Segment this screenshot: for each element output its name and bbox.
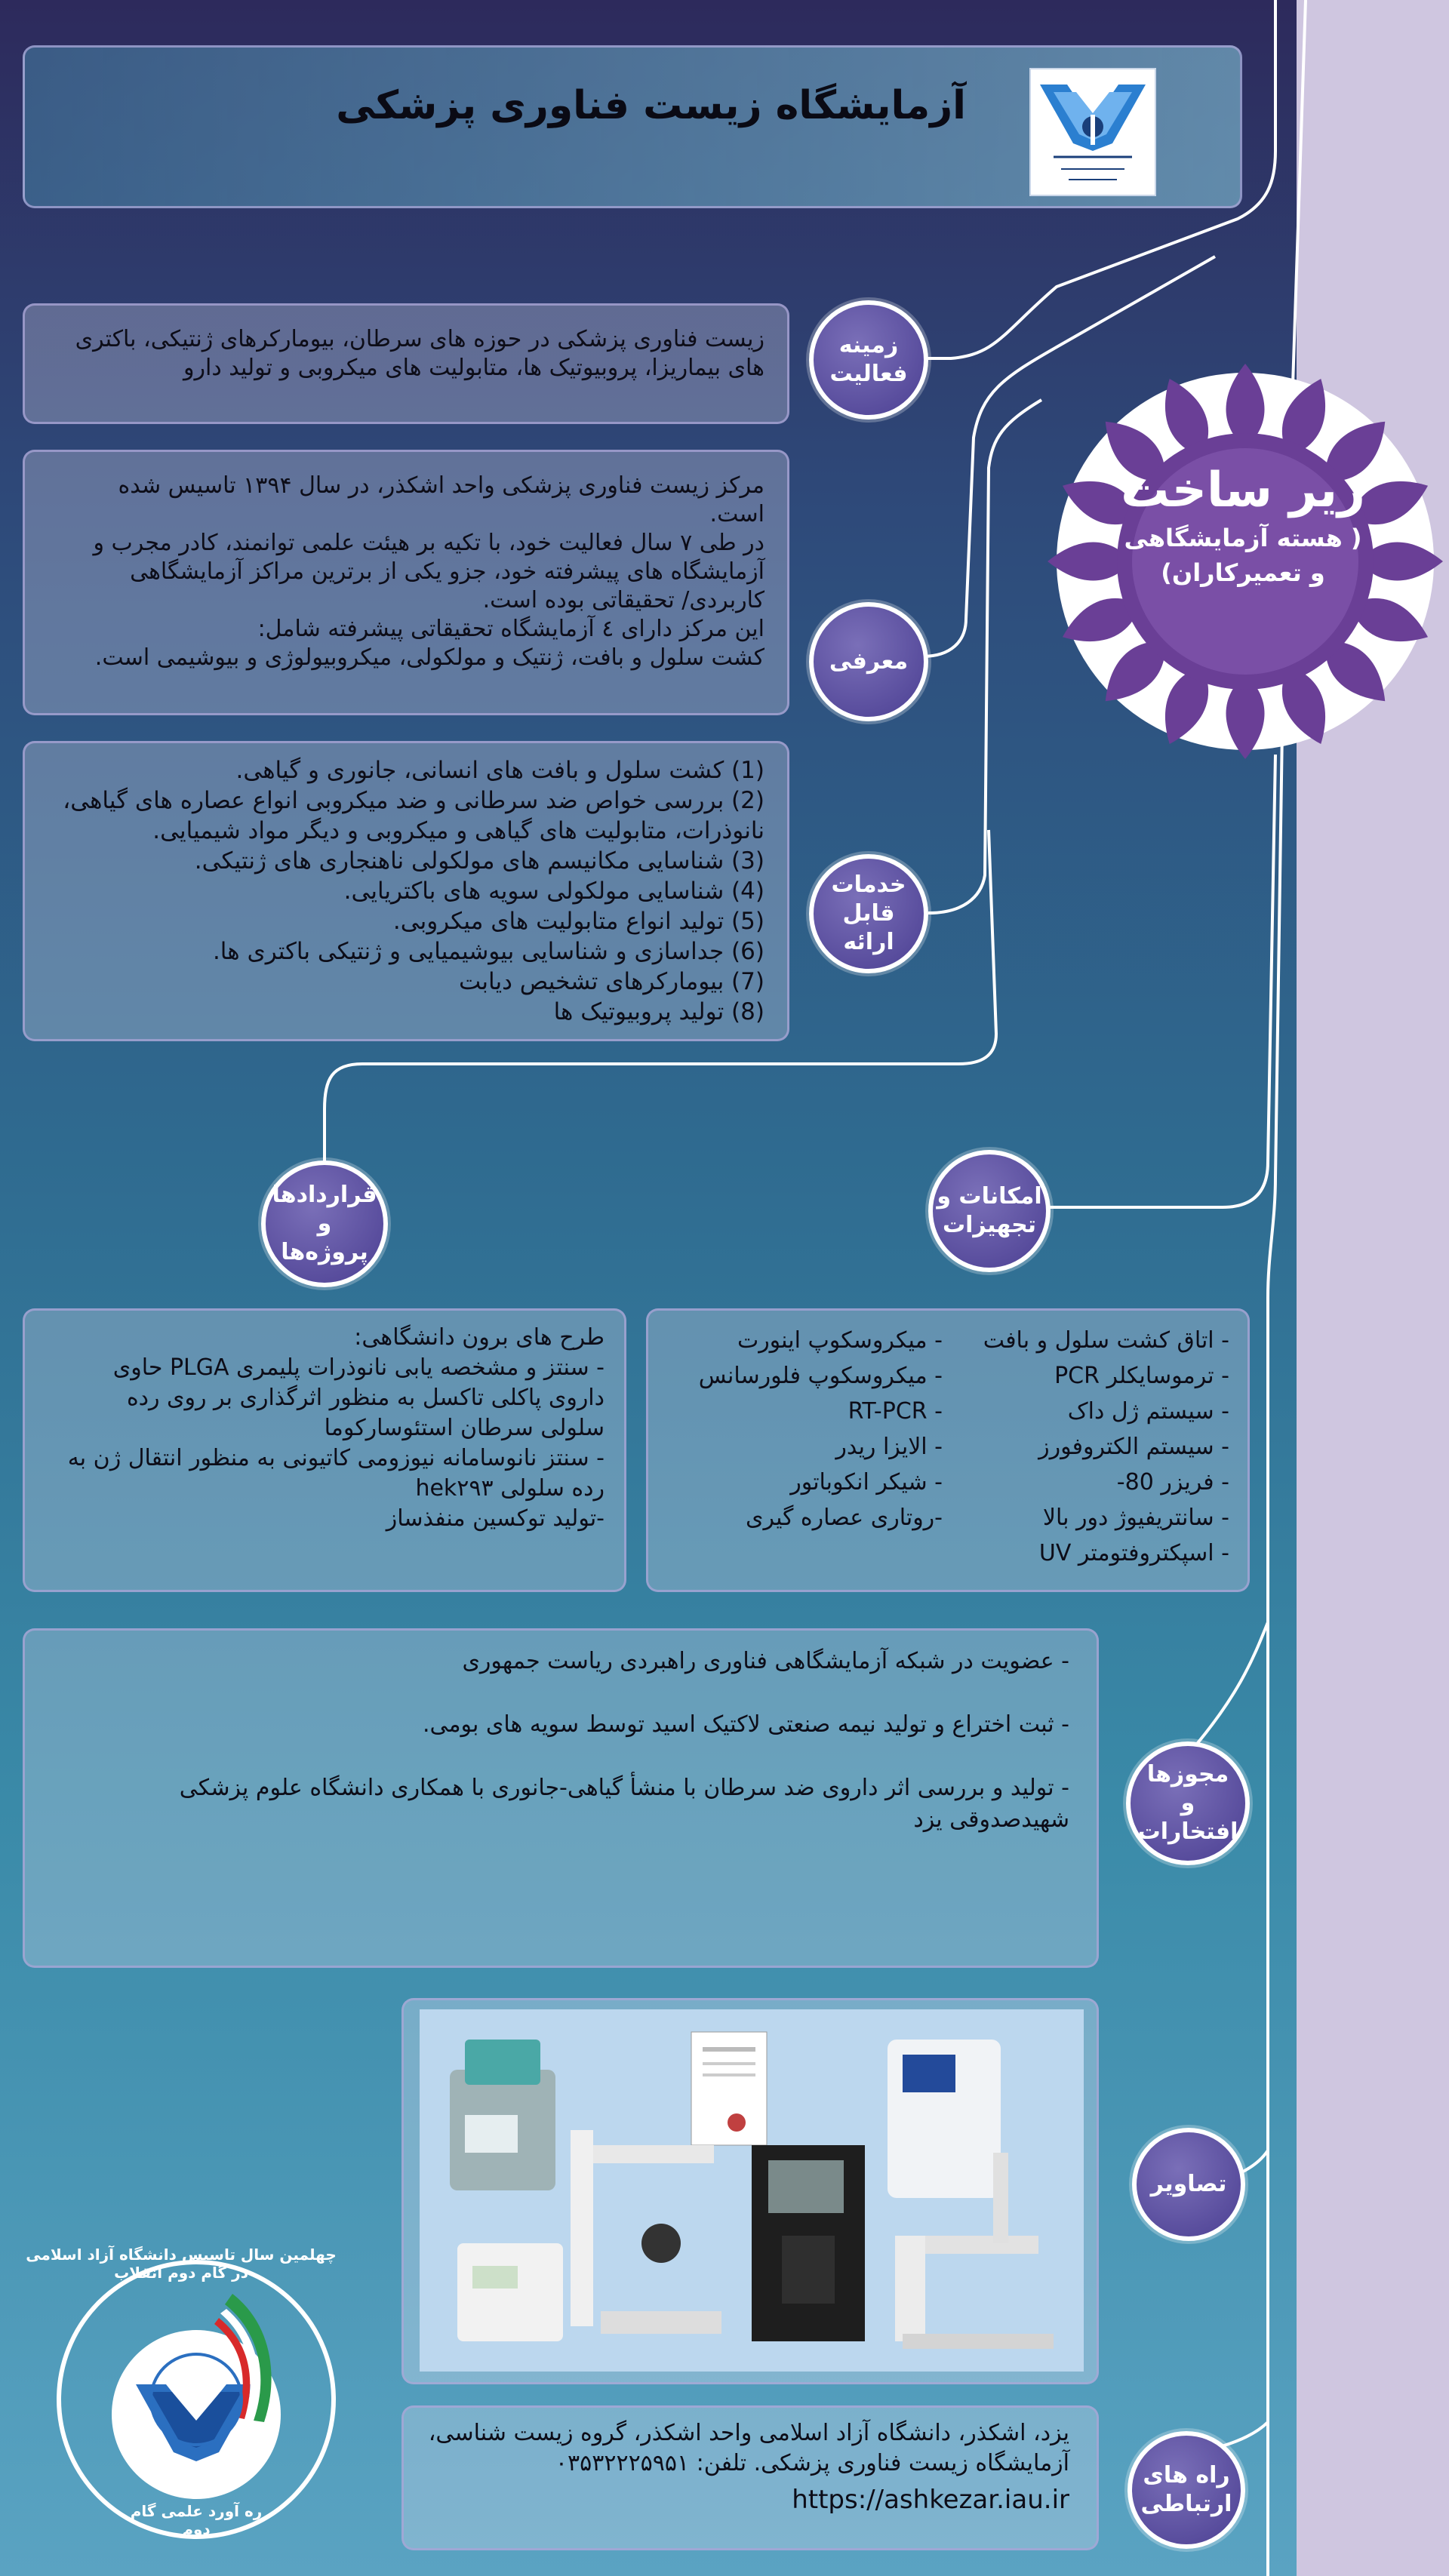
images-circle: تصاویر — [1132, 2128, 1245, 2241]
university-logo-icon — [1029, 68, 1156, 196]
contact-circle: راه های ارتباطی — [1128, 2431, 1245, 2549]
contracts-panel — [23, 1308, 626, 1592]
equipment-list-2: - میکروسکوپ اینورت - میکروسکوپ فلورسانس - RT-PCR - الایزا ریدر - شیکر انکوباتور -روتاری عصاره گیری — [698, 1327, 943, 1531]
contact-panel — [401, 2405, 1099, 2550]
services-text: (1) کشت سلول و بافت های انسانی، جانوری و گیاهی. (2) بررسی خواص ضد سرطانی و ضد میکروبی انواع عصاره های گیاهی، نانوذرات، متابولیت های گیاهی و میکروبی و دیگر مواد شیمیایی. (3) شناسایی مکانیسم های مولکولی ناهنجاری های ژنتیکی. (4) شناسایی مولکولی سویه های باکتریایی. (5) تولید انواع متابولیت های میکروبی. (6) جداسازی و شناسایی بیوشیمیایی و ژنتیکی باکتری ها. (7) بیومارکرهای تشخیص دیابت (8) تولید پروبیوتیک ها — [63, 757, 764, 1025]
licenses-panel — [23, 1628, 1099, 1968]
lab-equipment-photo-icon — [420, 2009, 1084, 2372]
intro-text: مرکز زیست فناوری پزشکی واحد اشکذر، در سال ۱۳۹۴ تاسیس شده است. در طی ۷ سال فعالیت خود، با تکیه بر هیئت علمی توانمند، کادر مجرب و آزمایشگاه های پیشرفته خود، جزو یکی از برترین مراکز آزمایشگاهی کاربردی/ تحقیقاتی بوده است. این مرکز دارای ٤ آزمایشگاه تحقیقاتی پیشرفته شامل: کشت سلول و بافت، ژنتیک و مولکولی، میکروبیولوژی و بیوشیمی است. — [93, 472, 764, 671]
intro-panel — [23, 450, 789, 715]
licenses-circle: مجوزها و افتخارات — [1126, 1741, 1250, 1865]
infrastructure-subtitle: ( هسته آزمایشگاهی و تعمیرکاران) — [1124, 524, 1362, 587]
contact-url[interactable]: https://ashkezar.iau.ir — [792, 2485, 1069, 2515]
licenses-text: - عضویت در شبکه آزمایشگاهی فناوری راهبردی ریاست جمهوری - ثبت اختراع و تولید نیمه صنعتی لاکتیک اسید توسط سویه های بومی. - تولید و بررسی اثر داروی ضد سرطان با منشأ گیاهی-جانوری با همکاری دانشگاه علوم پزشکی شهیدصدوقی یزد — [179, 1648, 1069, 1833]
badge-bottom-text: ره آورد علمی گام دوم — [130, 2502, 263, 2538]
page-title: آزمایشگاه زیست فناوری پزشکی — [336, 83, 966, 128]
field-circle: زمینه فعالیت — [809, 300, 928, 420]
field-panel — [23, 303, 789, 424]
services-panel — [23, 741, 789, 1041]
field-text: زیست فناوری پزشکی در حوزه های سرطان، بیومارکرهای ژنتیکی، باکتری های بیماریزا، پروبیوتیک ها، متابولیت های میکروبی و تولید دارو — [75, 326, 764, 381]
badge-arc-text: چهلمین سال تاسیس دانشگاه آزاد اسلامی در گام دوم انقلاب — [26, 2246, 337, 2282]
services-circle: خدمات قابل ارائه — [809, 854, 928, 973]
intro-circle: معرفی — [809, 602, 928, 721]
contact-text: یزد، اشکذر، دانشگاه آزاد اسلامی واحد اشکذر، گروه زیست شناسی، آزمایشگاه زیست فناوری پزشکی. تلفن: ۰۳۵۳۲۲۲۵۹۵۱ — [428, 2420, 1069, 2476]
equipment-circle: امکانات و تجهیزات — [928, 1150, 1051, 1272]
equipment-panel — [646, 1308, 1250, 1592]
infrastructure-title: زیر ساخت — [1121, 463, 1365, 518]
equipment-list-1: - اتاق کشت سلول و بافت - ترموسایکلر PCR - سیستم ژل داک - سیستم الکتروفورز - فریزر 80- - سانتریفیوژ دور بالا - اسپکتروفتومتر UV — [983, 1327, 1229, 1566]
contracts-circle: قراردادها و پروژه‌ها — [261, 1160, 388, 1287]
contracts-text: طرح های برون دانشگاهی: - سنتز و مشخصه یابی نانوذرات پلیمری PLGA حاوی داروی پاکلی تاکسل به منظور اثرگذاری بر روی رده سلولی سرطان استئوسارکوما - سنتز نانوسامانه نیوزومی کاتیونی به منظور انتقال ژن به رده سلولی hek۲۹۳ -تولید توکسین منفذساز — [67, 1324, 605, 1532]
infrastructure-label — [1118, 460, 1367, 590]
